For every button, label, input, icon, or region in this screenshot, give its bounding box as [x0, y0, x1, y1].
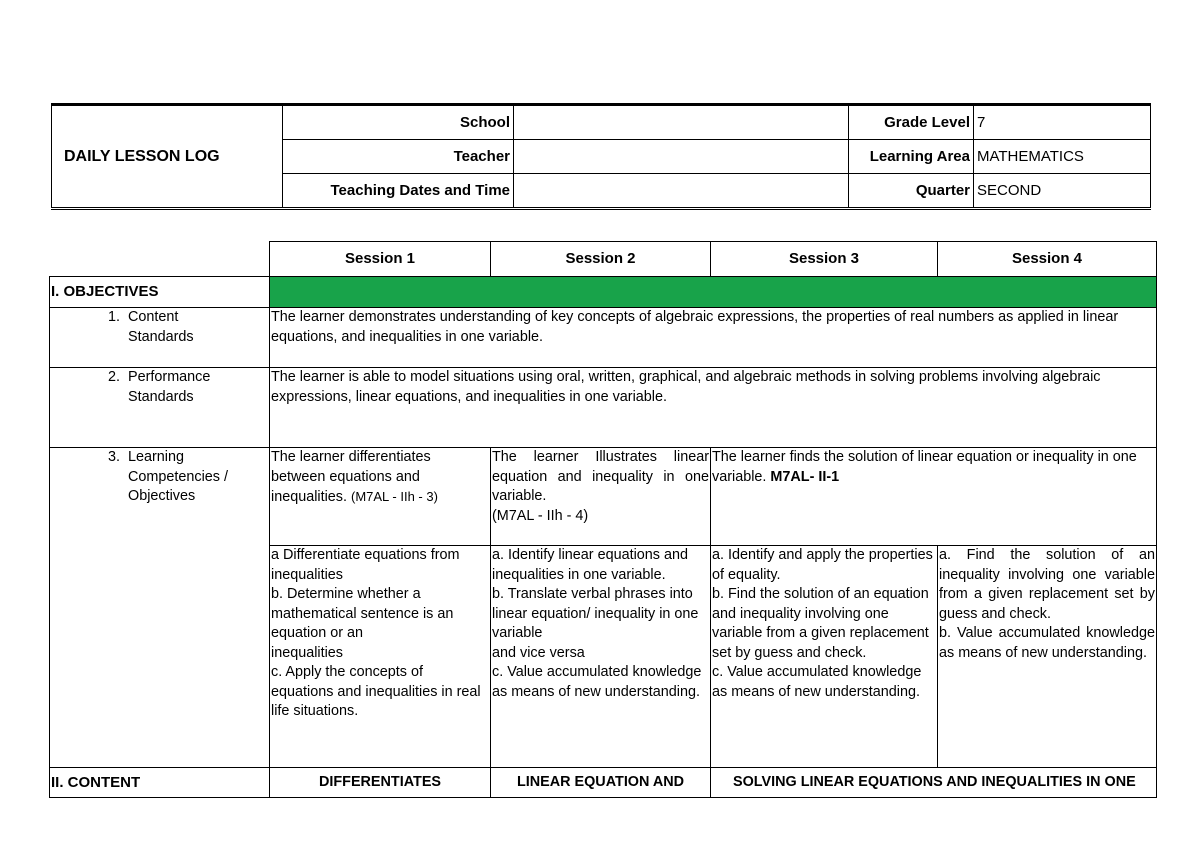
- teaching-dates-field[interactable]: [514, 174, 849, 209]
- s4-objective-a: a. Find the solution of an inequality involving one variable from a given replacement set by guess and check.: [939, 547, 1155, 622]
- competency-session-3-4: [711, 448, 1157, 546]
- competency-session-2: [491, 448, 711, 546]
- specific-objectives-session-1: [270, 546, 491, 768]
- performance-standards-text: The learner is able to model situations using oral, written, graphical, and algebraic methods in solving problems involving algebraic expressions, linear equations, and inequalities in one variable.: [270, 368, 1157, 448]
- content-heading: II. CONTENT: [50, 768, 270, 798]
- competency-session-3-4-code: M7AL- II-1: [770, 468, 840, 485]
- content-standards-label: [50, 308, 270, 368]
- competencies-label-l3: Objectives: [128, 488, 196, 504]
- content-standards-label-l2: Standards: [128, 328, 194, 345]
- document-title: DAILY LESSON LOG: [52, 105, 283, 209]
- competency-session-1: [270, 448, 491, 546]
- s1-objective-b-cont: inequalities: [271, 644, 344, 661]
- content-standards-num: 1.: [107, 309, 120, 325]
- school-label: School: [283, 105, 514, 140]
- s3-objective-c: c. Value accumulated knowledge as means of new understanding.: [712, 664, 922, 700]
- content-standards-label-l1: Content: [128, 309, 179, 325]
- learning-area-value[interactable]: MATHEMATICS: [974, 140, 1151, 174]
- grade-level-label: Grade Level: [849, 105, 974, 140]
- session-2-header: Session 2: [491, 242, 711, 277]
- session-4-header: Session 4: [938, 242, 1157, 277]
- teacher-field[interactable]: [514, 140, 849, 174]
- s2-objective-b-cont: and vice versa: [492, 644, 585, 661]
- header-table: [51, 103, 1151, 210]
- competency-session-1-text: The learner differentiates between equations and inequalities.: [271, 449, 431, 505]
- session-1-header: Session 1: [270, 242, 491, 277]
- performance-standards-label-l2: Standards: [128, 388, 194, 405]
- performance-standards-label-l1: Performance: [128, 369, 211, 385]
- competency-session-1-code: (M7AL - IIh - 3): [351, 489, 438, 504]
- performance-standards-num: 2.: [107, 369, 120, 385]
- competencies-label-l1: Learning: [128, 449, 185, 465]
- s2-objective-c: c. Value accumulated knowledge as means of new understanding.: [492, 664, 702, 700]
- specific-objectives-session-2: [491, 546, 711, 768]
- teacher-label: Teacher: [283, 140, 514, 174]
- competencies-label: [50, 448, 270, 768]
- competency-session-3-4-text: The learner finds the solution of linear equation or inequality in one variable.: [712, 449, 1137, 485]
- specific-objectives-session-4: [938, 546, 1157, 768]
- learning-area-label: Learning Area: [849, 140, 974, 174]
- competencies-num: 3.: [107, 449, 120, 465]
- grade-level-value[interactable]: 7: [974, 105, 1151, 140]
- s1-objective-a: a Differentiate equations from inequalities: [271, 547, 460, 583]
- teaching-dates-label: Teaching Dates and Time: [283, 174, 514, 209]
- content-session-1: DIFFERENTIATES: [270, 768, 491, 798]
- s2-objective-b: b. Translate verbal phrases into linear equation/ inequality in one variable: [492, 586, 699, 641]
- objectives-bar: [270, 277, 1157, 308]
- quarter-label: Quarter: [849, 174, 974, 209]
- s1-objective-c: c. Apply the concepts of equations and inequalities in real life situations.: [271, 664, 481, 719]
- competencies-label-l2: Competencies /: [128, 468, 228, 485]
- performance-standards-label: [50, 368, 270, 448]
- school-field[interactable]: [514, 105, 849, 140]
- objectives-heading: I. OBJECTIVES: [50, 277, 270, 308]
- s4-objective-b: b. Value accumulated knowledge as means of new understanding.: [939, 625, 1155, 661]
- session-3-header: Session 3: [711, 242, 938, 277]
- s3-objective-a: a. Identify and apply the properties of equality.: [712, 547, 933, 583]
- content-session-3-4: SOLVING LINEAR EQUATIONS AND INEQUALITIES IN ONE: [711, 768, 1157, 798]
- content-session-2: LINEAR EQUATION AND: [491, 768, 711, 798]
- s3-objective-b: b. Find the solution of an equation and inequality involving one variable from a given replacement set by guess and check.: [712, 586, 929, 661]
- competency-session-2-text: The learner Illustrates linear equation and inequality in one variable.: [492, 449, 709, 504]
- s2-objective-a: a. Identify linear equations and inequalities in one variable.: [492, 547, 689, 583]
- lesson-table: [49, 241, 1157, 798]
- competency-session-2-code: (M7AL - IIh - 4): [492, 507, 589, 524]
- quarter-value[interactable]: SECOND: [974, 174, 1151, 209]
- s1-objective-b: b. Determine whether a mathematical sentence is an equation or an: [271, 586, 454, 641]
- specific-objectives-session-3: [711, 546, 938, 768]
- content-standards-text: The learner demonstrates understanding of key concepts of algebraic expressions, the properties of real numbers as applied in linear equations, and inequalities in one variable.: [270, 308, 1157, 368]
- corner-cell: [50, 242, 270, 277]
